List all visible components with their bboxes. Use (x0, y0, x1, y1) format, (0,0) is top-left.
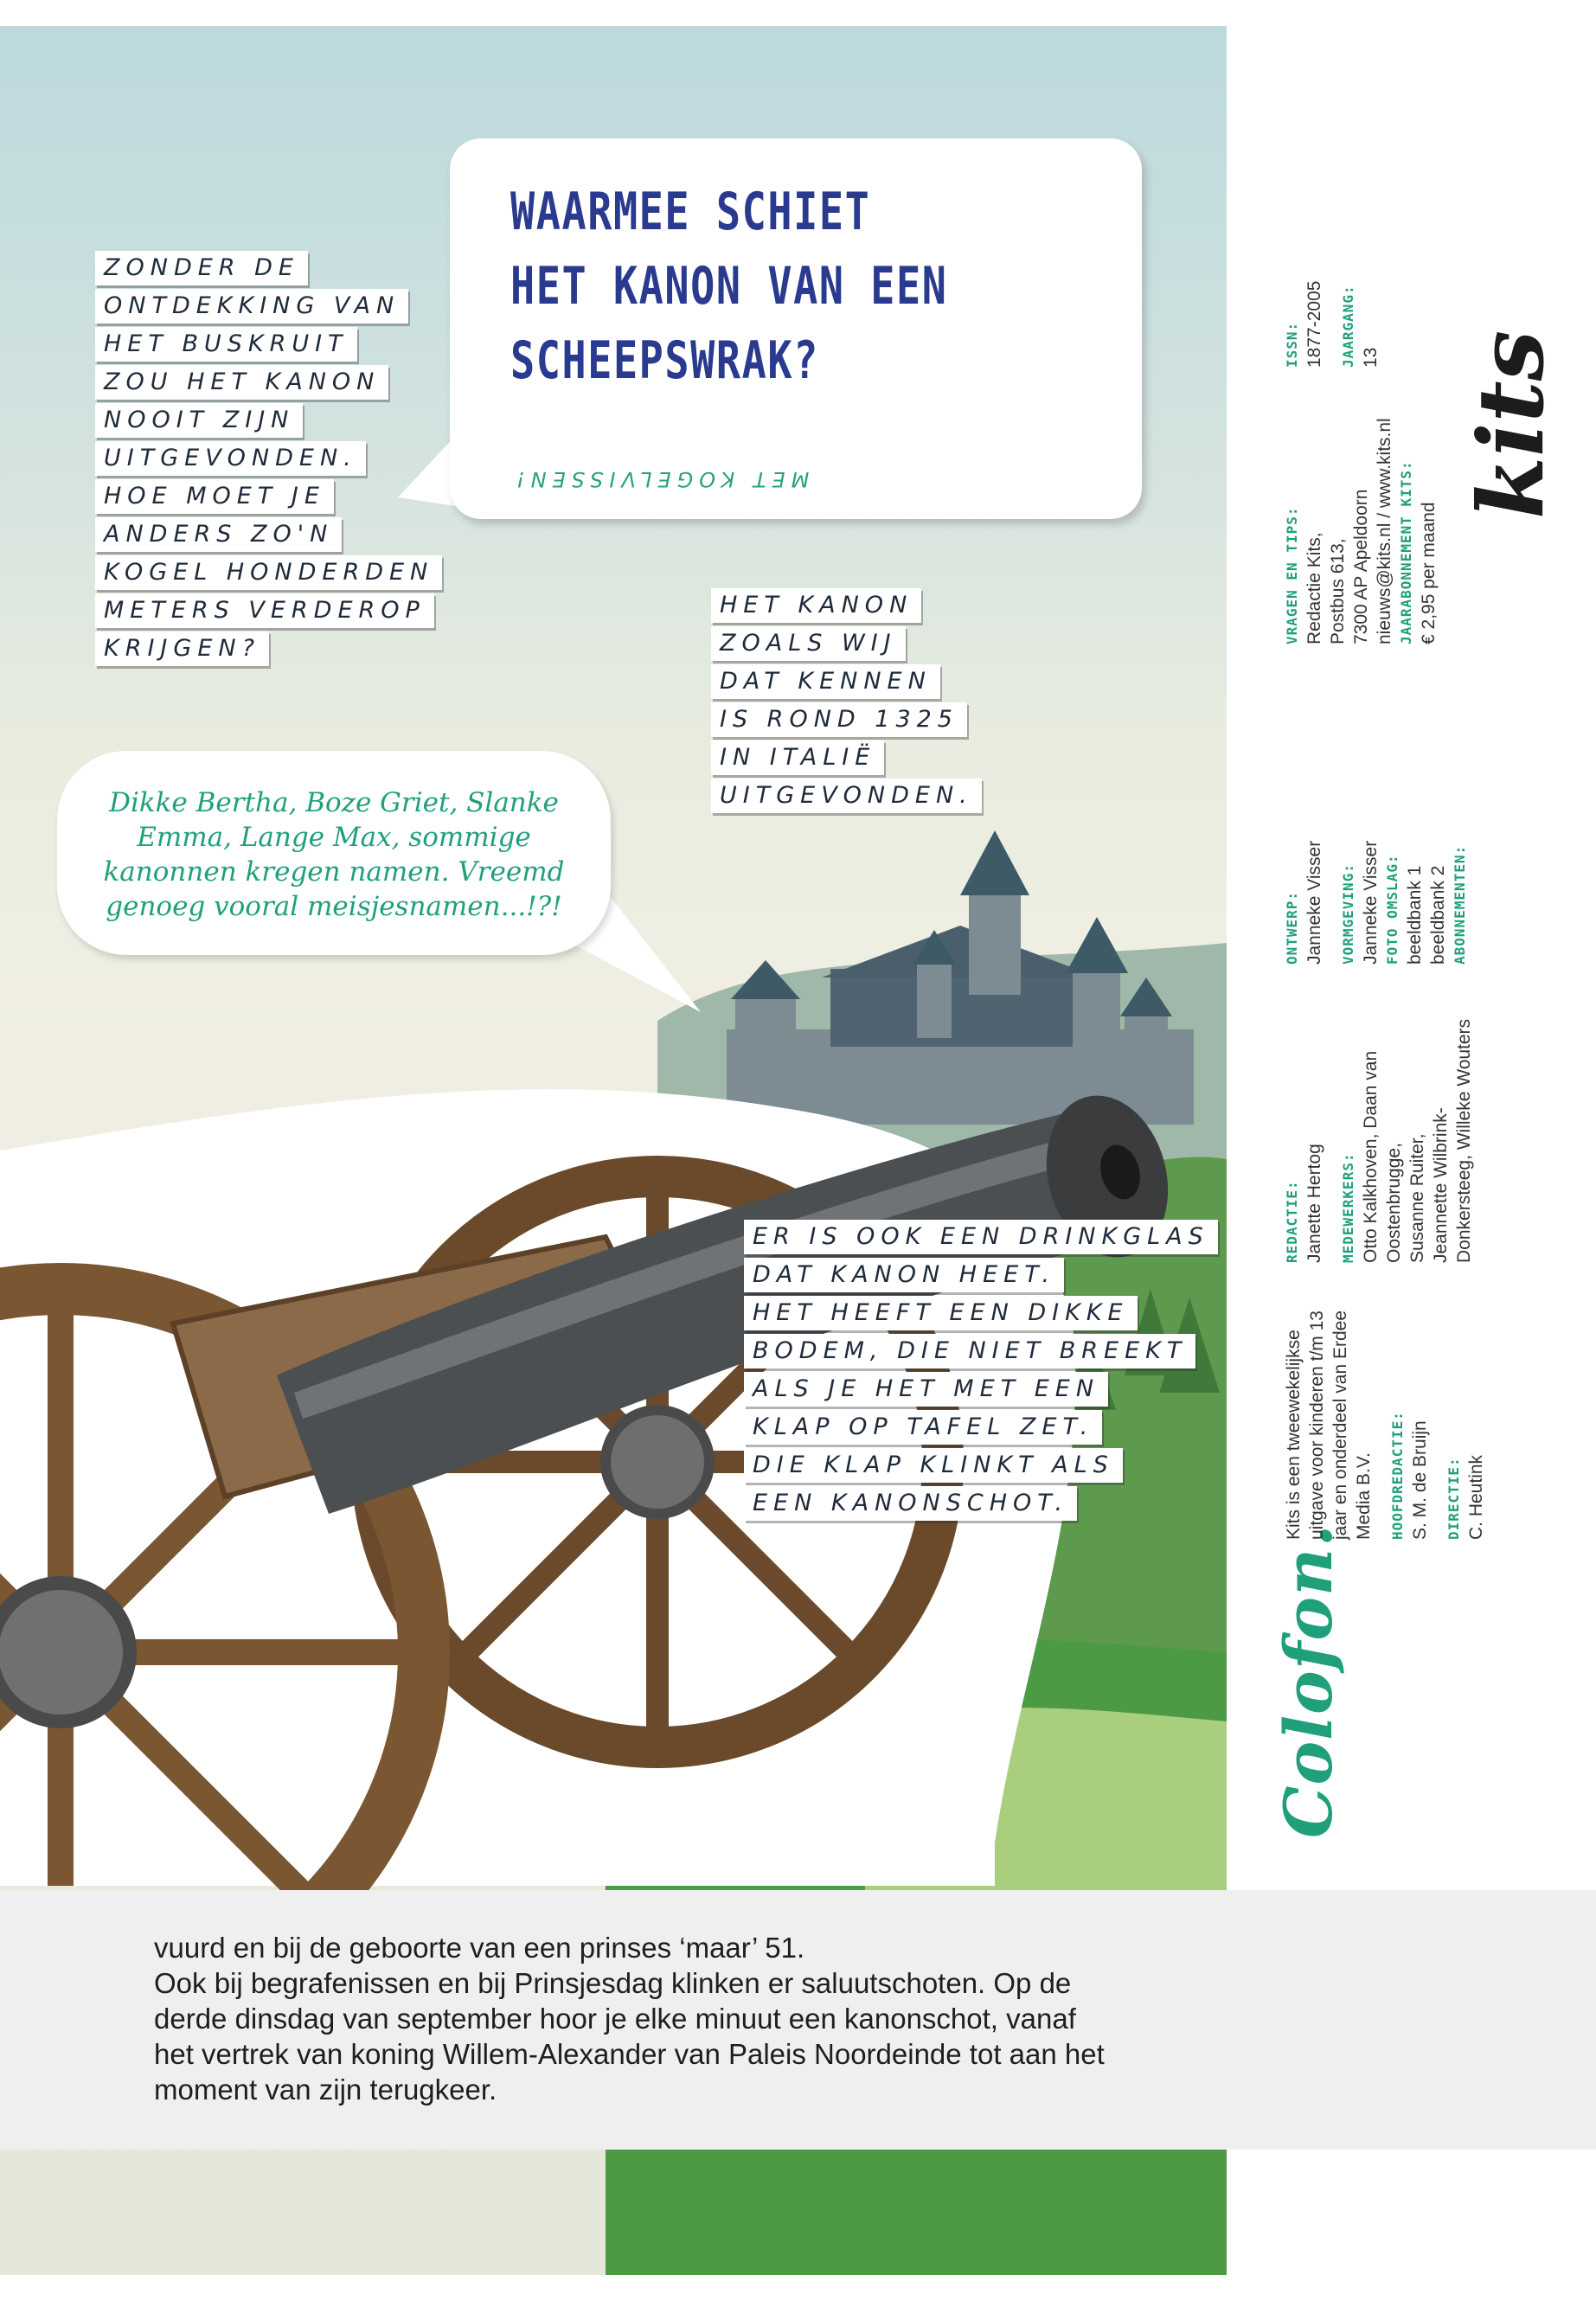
colofon-label: VORMGEVING: (1340, 863, 1356, 965)
colofon-label: JAARGANG: (1340, 285, 1356, 368)
caption-line: ER IS OOK EEN DRINKGLAS (744, 1220, 1218, 1254)
caption-line: ZOU HET KANON (95, 365, 388, 400)
colofon-label: DIRECTIE: (1445, 1457, 1462, 1540)
colofon-label: JAARABONNEMENT KITS: (1398, 460, 1414, 644)
caption-line: ONTDEKKING VAN (95, 289, 408, 324)
colofon-label: HOOFDREDACTIE: (1389, 1411, 1406, 1540)
colofon-col-redactie (1282, 1019, 1476, 1263)
colofon-value: Oostenbrugge, (1384, 1143, 1404, 1263)
caption-line: IS ROND 1325 (711, 702, 967, 737)
question-title (510, 175, 983, 398)
colofon-value: beeldbank 2 (1428, 865, 1448, 965)
question-title-line: HET KANON VAN EEN (510, 256, 948, 317)
names-speech-bubble (57, 751, 611, 955)
body-text (154, 1930, 1192, 2107)
colofon-label: ISSN: (1284, 321, 1300, 368)
colofon-label: FOTO OMSLAG: (1384, 854, 1401, 965)
body-text-line: Ook bij begrafenissen en bij Prinsjesdag klinken er saluutschoten. Op de (154, 1967, 1072, 1999)
caption-line: NOOIT ZIJN (95, 403, 303, 438)
caption-buskruit (95, 251, 442, 670)
caption-line: IN ITALIË (711, 740, 884, 775)
colofon-value: Janette Hertog (1304, 1144, 1324, 1263)
question-title-line: WAARMEE SCHIET (510, 182, 871, 242)
caption-line: DAT KENNEN (711, 664, 940, 699)
colofon-col-ontwerp (1282, 841, 1471, 965)
caption-line: UITGEVONDEN. (95, 441, 366, 476)
colofon (1254, 229, 1566, 1838)
caption-drinkglas (744, 1220, 1218, 1524)
caption-line: HET KANON (711, 588, 921, 623)
caption-line: ALS JE HET MET EEN (744, 1372, 1108, 1407)
caption-line: METERS VERDEROP (95, 593, 434, 628)
colofon-intro-line: uitgave voor kinderen t/m 13 (1307, 1311, 1327, 1540)
colofon-title: Colofon. (1270, 1523, 1347, 1838)
body-text-line: vuurd en bij de geboorte van een prinses ‘maar’ 51. (154, 1932, 805, 1964)
colofon-value: € 2,95 per maand (1419, 502, 1439, 644)
colofon-value: 13 (1361, 347, 1381, 368)
caption-line: KLAP OP TAFEL ZET. (744, 1410, 1102, 1445)
caption-line: DIE KLAP KLINKT ALS (744, 1448, 1123, 1483)
caption-line: ZOALS WIJ (711, 626, 906, 661)
colofon-value: C. Heutink (1466, 1454, 1486, 1540)
body-text-line: derde dinsdag van september hoor je elke minuut een kanonschot, vanaf (154, 2003, 1076, 2035)
colofon-intro-line: jaar en onderdeel van Erdee (1330, 1310, 1350, 1540)
colofon-value: Susanne Ruiter, (1407, 1133, 1427, 1263)
colofon-label: MEDEWERKERS: (1340, 1152, 1356, 1263)
caption-line: UITGEVONDEN. (711, 779, 982, 813)
colofon-value: Postbus 613, (1328, 538, 1348, 644)
question-title-line: SCHEEPSWRAK? (510, 330, 819, 391)
caption-line: HET HEEFT EEN DIKKE (744, 1296, 1138, 1330)
colofon-value: 1877-2005 (1304, 280, 1324, 368)
caption-line: ZONDER DE (95, 251, 308, 285)
body-text-line: het vertrek van koning Willem-Alexander van Paleis Noordeinde tot aan het (154, 2038, 1105, 2070)
colofon-label: ABONNEMENTEN: (1452, 844, 1468, 965)
caption-line: HOE MOET JE (95, 479, 334, 514)
colofon-value: Jeannette Wilbrink- (1431, 1107, 1451, 1263)
caption-line: HET BUSKRUIT (95, 327, 357, 362)
caption-line: BODEM, DIE NIET BREEKT (744, 1334, 1195, 1368)
colofon-label: ONTWERP: (1284, 890, 1300, 965)
body-text-band (0, 1890, 1596, 2150)
caption-line: EEN KANONSCHOT. (744, 1486, 1077, 1521)
colofon-value: beeldbank 1 (1405, 865, 1425, 965)
kits-logo: kits (1458, 330, 1564, 519)
caption-line: ANDERS ZO'N (95, 517, 342, 552)
caption-line: KRIJGEN? (95, 631, 269, 666)
caption-line: DAT KANON HEET. (744, 1258, 1064, 1292)
colofon-col-issn (1282, 281, 1382, 368)
colofon-value: nieuws@kits.nl / www.kits.nl (1375, 418, 1394, 644)
caption-line: KOGEL HONDERDEN (95, 555, 442, 590)
colofon-value: Otto Kalkhoven, Daan van (1361, 1050, 1381, 1263)
colofon-value: S. M. de Bruijn (1410, 1420, 1430, 1540)
colofon-label: REDACTIE: (1284, 1180, 1300, 1263)
colofon-col-intro (1282, 1311, 1488, 1540)
colofon-value: Redactie Kits, (1304, 532, 1324, 644)
caption-italie (711, 588, 982, 817)
colofon-label: VRAGEN EN TIPS: (1284, 506, 1300, 644)
colofon-value: Janneke Visser (1304, 840, 1324, 965)
question-answer-upside-down: MET KOGELVISSEN! (510, 467, 810, 491)
colofon-intro-line: Media B.V. (1354, 1452, 1374, 1540)
colofon-col-contact (1282, 418, 1440, 644)
colofon-value: 7300 AP Apeldoorn (1351, 489, 1371, 644)
colofon-value: Donkersteeg, Willeke Wouters (1454, 1018, 1474, 1263)
names-speech-text: Dikke Bertha, Boze Griet, Slanke Emma, Lange Max, sommige kanonnen kregen namen. Vreemd genoeg vooral meisjesnamen...!?! (103, 787, 565, 922)
colofon-intro-line: Kits is een tweewekelijkse (1284, 1330, 1304, 1540)
question-bubble (450, 138, 1142, 519)
body-text-line: moment van zijn terugkeer. (154, 2073, 497, 2106)
colofon-value: Janneke Visser (1361, 840, 1381, 965)
